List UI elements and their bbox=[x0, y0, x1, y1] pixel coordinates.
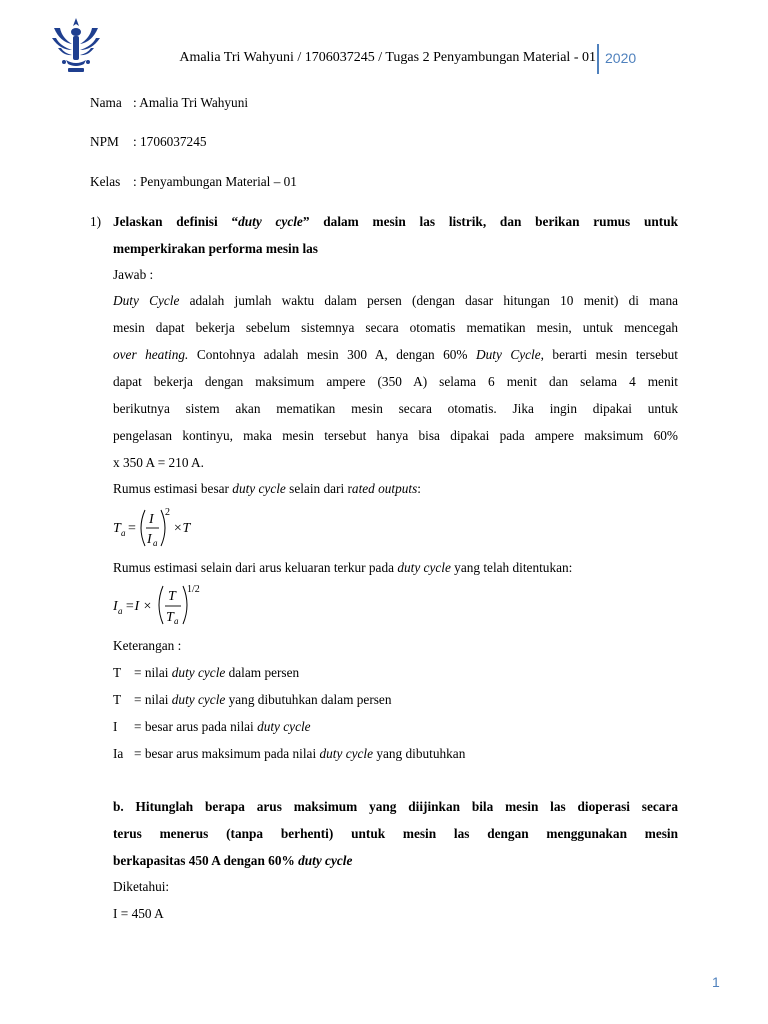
kelas-label: Kelas bbox=[90, 174, 121, 189]
svg-text:a: a bbox=[153, 538, 158, 548]
question-1-line-2: memperkirakan performa mesin las bbox=[113, 241, 318, 256]
legend-description: = nilai duty cycle yang dibutuhkan dalam persen bbox=[134, 692, 392, 707]
legend-symbol: T bbox=[113, 665, 122, 680]
answer-paragraph-line-2: mesin dapat bekerja sebelum sistemnya secara otomatis mematikan mesin, untuk mencegah bbox=[113, 320, 678, 335]
kelas-value: : Penyambungan Material – 01 bbox=[133, 174, 297, 189]
formula-current bbox=[113, 580, 253, 630]
formula-2-caption: Rumus estimasi selain dari arus keluaran terkur pada duty cycle yang telah ditentukan: bbox=[113, 560, 573, 575]
svg-text:T: T bbox=[168, 589, 176, 604]
legend-symbol: I bbox=[113, 719, 118, 734]
answer-paragraph-line-7: x 350 A = 210 A. bbox=[113, 455, 204, 470]
legend-description: = besar arus pada nilai duty cycle bbox=[134, 719, 311, 734]
question-1-line-1: Jelaskan definisi “duty cycle” dalam mesin las listrik, dan berikan rumus untuk bbox=[113, 214, 679, 229]
jawab-label: Jawab : bbox=[113, 267, 154, 282]
svg-text:I: I bbox=[147, 532, 152, 547]
answer-paragraph-line-3: over heating. Contohnya adalah mesin 300 A, dengan 60% Duty Cycle, berarti mesin tersebut bbox=[113, 347, 678, 362]
svg-text:T: T bbox=[166, 610, 174, 625]
header-year: 2020 bbox=[605, 50, 637, 66]
answer-paragraph-line-5: berikutnya sistem akan mematikan mesin secara otomatis. Jika ingin dipakai untuk bbox=[113, 401, 678, 416]
svg-text:a: a bbox=[121, 528, 126, 538]
svg-text:2: 2 bbox=[165, 507, 170, 518]
npm-value: : 1706037245 bbox=[133, 134, 207, 149]
question-b-line-1: b. Hitunglah berapa arus maksimum yang diijinkan bila mesin las dioperasi secara bbox=[113, 799, 678, 814]
svg-text:I: I bbox=[113, 599, 118, 614]
formula-1-caption: Rumus estimasi besar duty cycle selain dari rated outputs: bbox=[113, 481, 421, 496]
question-b-line-3: berkapasitas 450 A dengan 60% duty cycle bbox=[113, 853, 353, 868]
svg-text:a: a bbox=[118, 606, 123, 616]
svg-text:×T: ×T bbox=[173, 521, 191, 536]
legend-description: = besar arus maksimum pada nilai duty cycle yang dibutuhkan bbox=[134, 746, 466, 761]
svg-text:=I ×: =I × bbox=[125, 599, 153, 614]
answer-paragraph-line-6: pengelasan kontinyu, maka mesin tersebut hanya bisa dipakai pada ampere maksimum 60% bbox=[113, 428, 678, 443]
npm-label: NPM bbox=[90, 134, 119, 149]
nama-value: : Amalia Tri Wahyuni bbox=[133, 95, 249, 110]
answer-paragraph-line-4: dapat bekerja dengan maksimum ampere (350 A) selama 6 menit dan selama 4 menit bbox=[113, 374, 678, 389]
legend-description: = nilai duty cycle dalam persen bbox=[134, 665, 300, 680]
answer-paragraph-line-1: Duty Cycle adalah jumlah waktu dalam persen (dengan dasar hitungan 10 menit) di mana bbox=[113, 293, 678, 308]
question-b-line-2: terus menerus (tanpa berhenti) untuk mesin las dengan menggunakan mesin bbox=[113, 826, 678, 841]
svg-text:T: T bbox=[113, 521, 121, 536]
header-divider bbox=[597, 44, 599, 74]
svg-text:=: = bbox=[128, 521, 136, 536]
keterangan-label: Keterangan : bbox=[113, 638, 182, 653]
formula-duty-cycle bbox=[113, 504, 233, 552]
svg-text:1/2: 1/2 bbox=[187, 584, 200, 595]
question-number: 1) bbox=[90, 214, 102, 229]
given-current: I = 450 A bbox=[113, 906, 164, 921]
header-title: Amalia Tri Wahyuni / 1706037245 / Tugas 2 Penyambungan Material - 01 bbox=[179, 50, 596, 65]
page-number: 1 bbox=[712, 974, 720, 990]
nama-label: Nama bbox=[90, 95, 122, 110]
university-logo-icon bbox=[50, 16, 102, 76]
diketahui-label: Diketahui: bbox=[113, 879, 170, 894]
legend-symbol: T bbox=[113, 692, 122, 707]
svg-text:I: I bbox=[149, 512, 154, 527]
svg-text:a: a bbox=[174, 616, 179, 626]
legend-symbol: Ia bbox=[113, 746, 124, 761]
